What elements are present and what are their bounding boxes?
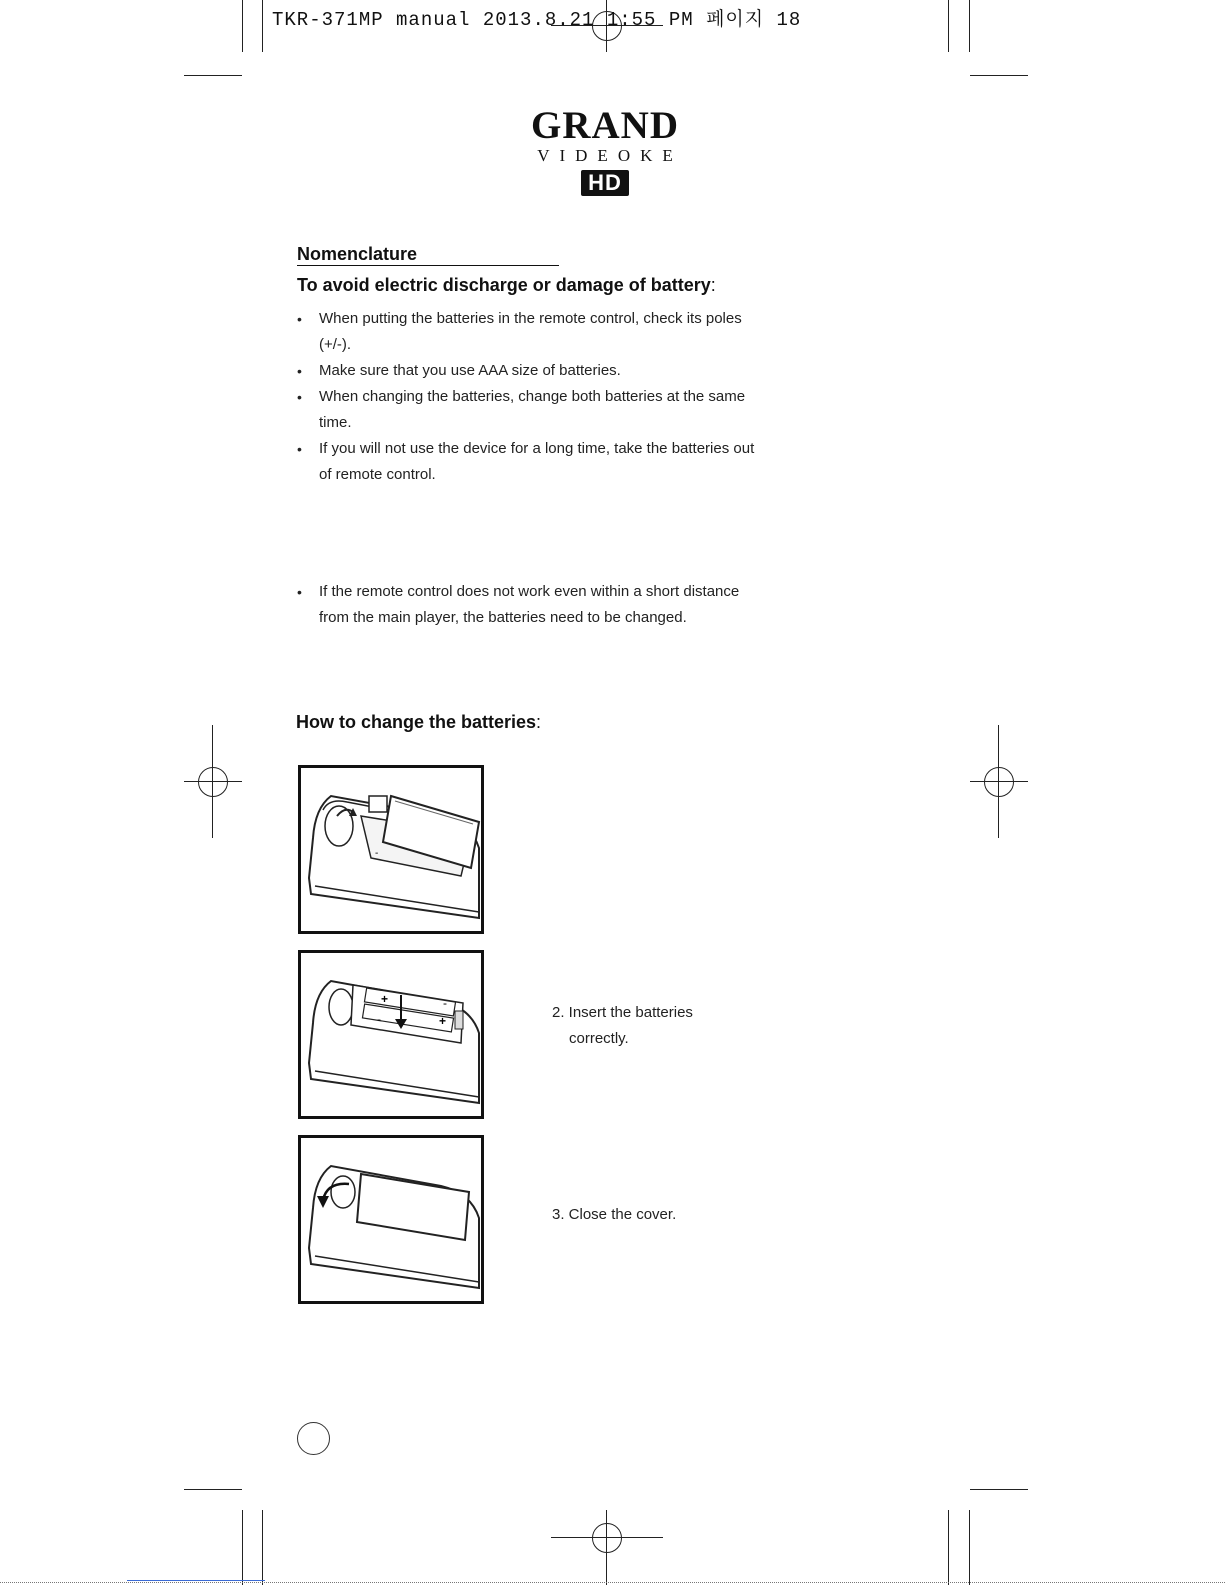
page-number-circle [297,1422,330,1455]
list-item [297,579,757,631]
crop-mark-line [184,1489,242,1490]
remote-open-cover-icon [301,768,481,931]
heading-colon: : [710,275,716,295]
heading-text: How to change the batteries [296,712,537,732]
heading-text: To avoid electric discharge or damage of battery [297,275,711,295]
list-item [297,436,759,488]
list-item-text: When changing the batteries, change both batteries at the same time. [319,388,746,431]
crop-mark-line [969,1510,970,1585]
change-batteries-heading [296,712,541,733]
battery-minus-sign: - [443,996,447,1010]
crop-mark-line [262,0,263,52]
brand-logo [500,106,710,196]
brand-name: GRAND [531,104,679,147]
print-slug: TKR-371MP manual 2013.8.21 1:55 PM 페이지 18 [272,9,802,31]
bullet-icon: • [297,389,302,405]
step-3-text: 3. Close the cover. [552,1206,677,1223]
list-item [297,358,767,384]
battery-plus-sign: + [381,992,389,1006]
list-item-text: Make sure that you use AAA size of batteries. [319,362,621,379]
section-title: Nomenclature [297,243,559,266]
step-2-line-1: 2. Insert the batteries [552,1004,693,1021]
crop-mark-line [184,75,242,76]
hd-badge: HD [581,170,629,196]
battery-warning-heading [297,275,716,296]
page-edge-line [127,1580,265,1581]
crop-mark-line [969,0,970,52]
step-2-text [552,1000,693,1052]
step-1-illustration [298,765,484,934]
battery-minus-sign: - [375,848,379,859]
remote-insert-batteries-icon [301,953,481,1116]
bullet-icon: • [297,311,302,327]
bullet-icon: • [297,441,302,457]
crop-mark-line [262,1510,263,1585]
list-item-text: If the remote control does not work even within a short distance from the main player, the batteries need to be changed. [319,583,740,626]
heading-colon: : [536,712,542,732]
page-edge-dotted-line [0,1582,1225,1583]
crop-mark-line [970,1489,1028,1490]
list-item [297,306,767,358]
bullet-icon: • [297,363,302,379]
registration-mark-icon [984,767,1014,797]
crop-mark-line [948,0,949,52]
battery-tip-list [297,579,757,631]
bullet-icon: • [297,584,302,600]
registration-mark-icon [592,1523,622,1553]
crop-mark-line [948,1510,949,1585]
remote-close-cover-icon [301,1138,481,1301]
crop-mark-line [970,75,1028,76]
crop-mark-line [242,0,243,52]
list-item-text: If you will not use the device for a long time, take the batteries out of remote control. [319,440,755,483]
step-2-illustration [298,950,484,1119]
brand-subtitle: VIDEOKE [537,146,683,165]
step-2-line-2: correctly. [569,1030,629,1047]
crop-mark-line [242,1510,243,1585]
list-item-text: When putting the batteries in the remote control, check its poles (+/-). [319,310,742,353]
battery-warning-list [297,306,767,488]
battery-minus-sign: - [377,1012,381,1026]
step-3-illustration [298,1135,484,1304]
battery-plus-sign: + [439,1014,447,1028]
registration-mark-icon [198,767,228,797]
list-item [297,384,767,436]
